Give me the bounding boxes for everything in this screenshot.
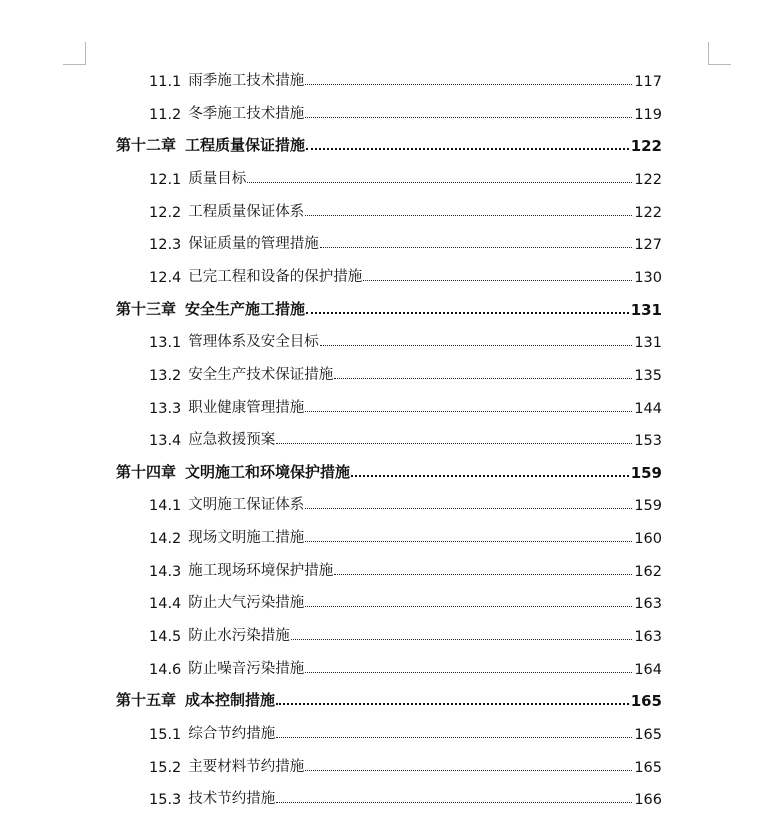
toc-entry-title: 防止噪音污染措施 — [188, 660, 305, 677]
toc-dot-leader — [291, 638, 633, 640]
toc-dot-leader — [305, 540, 632, 542]
toc-entry-title: 防止大气污染措施 — [188, 595, 305, 612]
toc-chapter-entry[interactable] — [116, 460, 662, 482]
toc-entry-number: 15.3 — [149, 792, 182, 809]
toc-entry-number: 14.5 — [149, 629, 182, 646]
toc-page-number: 122 — [630, 137, 662, 156]
toc-entry-title: 主要材料节约措施 — [188, 758, 305, 775]
toc-page-number: 117 — [634, 74, 662, 90]
toc-entry-number: 13.1 — [149, 335, 182, 352]
toc-entry-title: 雨季施工技术措施 — [188, 73, 305, 89]
toc-section-entry[interactable] — [149, 590, 662, 612]
toc-entry-number: 14.1 — [149, 498, 182, 515]
toc-section-entry[interactable] — [149, 721, 662, 743]
toc-page-number: 162 — [634, 563, 662, 580]
toc-dot-leader — [305, 507, 632, 509]
toc-entry-number: 14.4 — [149, 596, 182, 613]
toc-page-number: 165 — [630, 692, 662, 711]
toc-entry-title: 文明施工和环境保护措施 — [185, 462, 351, 481]
toc-entry-title: 施工现场环境保护措施 — [188, 562, 334, 579]
toc-page-number: 165 — [634, 759, 662, 776]
toc-page-number: 131 — [630, 300, 662, 319]
toc-entry-number: 第十三章 — [116, 299, 177, 318]
toc-dot-leader — [276, 736, 632, 738]
toc-dot-leader — [306, 311, 629, 314]
toc-page-number: 130 — [634, 269, 662, 286]
toc-entry-title: 质量目标 — [188, 170, 247, 187]
toc-page-number: 153 — [634, 433, 662, 450]
toc-section-entry[interactable] — [149, 68, 662, 90]
toc-entry-number: 14.3 — [149, 563, 182, 580]
toc-section-entry[interactable] — [149, 395, 662, 417]
toc-entry-title: 文明施工保证体系 — [188, 497, 305, 514]
toc-entry-number: 13.4 — [149, 433, 182, 450]
toc-dot-leader — [305, 410, 632, 412]
toc-entry-title: 成本控制措施 — [185, 691, 276, 710]
toc-page-number: 127 — [634, 237, 662, 254]
toc-section-entry[interactable] — [149, 427, 662, 449]
toc-entry-number: 12.2 — [149, 204, 182, 221]
toc-section-entry[interactable] — [149, 786, 662, 808]
toc-entry-title: 已完工程和设备的保护措施 — [188, 268, 363, 285]
toc-entry-title: 综合节约措施 — [188, 726, 276, 742]
toc-entry-title: 冬季施工技术措施 — [188, 105, 305, 122]
toc-entry-number: 13.2 — [149, 367, 182, 384]
toc-page-number: 164 — [634, 661, 662, 678]
toc-section-entry[interactable] — [149, 656, 662, 678]
toc-entry-number: 12.3 — [149, 237, 182, 254]
toc-section-entry[interactable] — [149, 231, 662, 253]
toc-entry-title: 安全生产技术保证措施 — [188, 366, 334, 383]
toc-section-entry[interactable] — [149, 492, 662, 514]
toc-dot-leader — [320, 246, 633, 248]
toc-dot-leader — [305, 671, 632, 673]
toc-section-entry[interactable] — [149, 166, 662, 188]
toc-page-number: 165 — [634, 727, 662, 743]
toc-page-number: 159 — [634, 498, 662, 515]
toc-dot-leader — [320, 344, 633, 346]
toc-section-entry[interactable] — [149, 623, 662, 645]
toc-page-number: 122 — [634, 171, 662, 188]
toc-section-entry[interactable] — [149, 329, 662, 351]
toc-page-number: 131 — [634, 335, 662, 352]
toc-dot-leader — [276, 442, 632, 444]
top-left-margin-mark — [63, 42, 86, 65]
toc-entry-title: 技术节约措施 — [188, 791, 276, 808]
toc-section-entry[interactable] — [149, 362, 662, 384]
toc-dot-leader — [276, 801, 632, 803]
toc-dot-leader — [306, 147, 629, 150]
toc-dot-leader — [334, 377, 632, 379]
toc-page-number: 119 — [634, 106, 662, 123]
toc-chapter-entry[interactable] — [116, 688, 662, 710]
toc-page-number: 159 — [630, 463, 662, 482]
top-right-margin-mark — [708, 42, 731, 65]
toc-dot-leader — [305, 116, 632, 118]
toc-dot-leader — [276, 702, 629, 705]
toc-entry-number: 11.1 — [149, 74, 182, 90]
toc-dot-leader — [363, 279, 632, 281]
toc-section-entry[interactable] — [149, 525, 662, 547]
toc-dot-leader — [247, 181, 632, 183]
toc-entry-title: 职业健康管理措施 — [188, 399, 305, 416]
toc-page-number: 163 — [634, 629, 662, 646]
toc-dot-leader — [305, 83, 632, 85]
toc-dot-leader — [305, 769, 632, 771]
toc-entry-title: 现场文明施工措施 — [188, 530, 305, 547]
toc-page-number: 160 — [634, 531, 662, 548]
toc-chapter-entry[interactable] — [116, 297, 662, 319]
toc-section-entry[interactable] — [149, 264, 662, 286]
toc-entry-number: 13.3 — [149, 400, 182, 417]
toc-section-entry[interactable] — [149, 754, 662, 776]
toc-section-entry[interactable] — [149, 199, 662, 221]
toc-dot-leader — [334, 573, 632, 575]
toc-entry-title: 工程质量保证措施 — [185, 136, 306, 155]
toc-entry-number: 第十四章 — [116, 462, 177, 481]
toc-page-number: 135 — [634, 367, 662, 384]
toc-entry-number: 15.1 — [149, 727, 182, 743]
toc-dot-leader — [305, 214, 632, 216]
toc-entry-title: 防止水污染措施 — [188, 628, 290, 645]
toc-dot-leader — [351, 474, 629, 477]
toc-page-number: 163 — [634, 596, 662, 613]
toc-entry-number: 14.6 — [149, 661, 182, 678]
toc-entry-title: 工程质量保证体系 — [188, 203, 305, 220]
toc-page-number: 122 — [634, 204, 662, 221]
toc-entry-title: 安全生产施工措施 — [185, 299, 306, 318]
toc-entry-number: 第十五章 — [116, 691, 177, 710]
toc-page-number: 166 — [634, 792, 662, 809]
toc-entry-number: 12.1 — [149, 171, 182, 188]
toc-entry-number: 15.2 — [149, 759, 182, 776]
toc-section-entry[interactable] — [149, 558, 662, 580]
toc-section-entry[interactable] — [149, 101, 662, 123]
toc-page-number: 144 — [634, 400, 662, 417]
toc-entry-title: 管理体系及安全目标 — [188, 334, 319, 351]
toc-entry-title: 保证质量的管理措施 — [188, 236, 319, 253]
toc-entry-number: 11.2 — [149, 106, 182, 123]
toc-entry-number: 14.2 — [149, 531, 182, 548]
toc-dot-leader — [305, 605, 632, 607]
toc-chapter-entry[interactable] — [116, 133, 662, 155]
toc-entry-number: 12.4 — [149, 269, 182, 286]
toc-entry-number: 第十二章 — [116, 136, 177, 155]
toc-entry-title: 应急救援预案 — [188, 432, 276, 449]
